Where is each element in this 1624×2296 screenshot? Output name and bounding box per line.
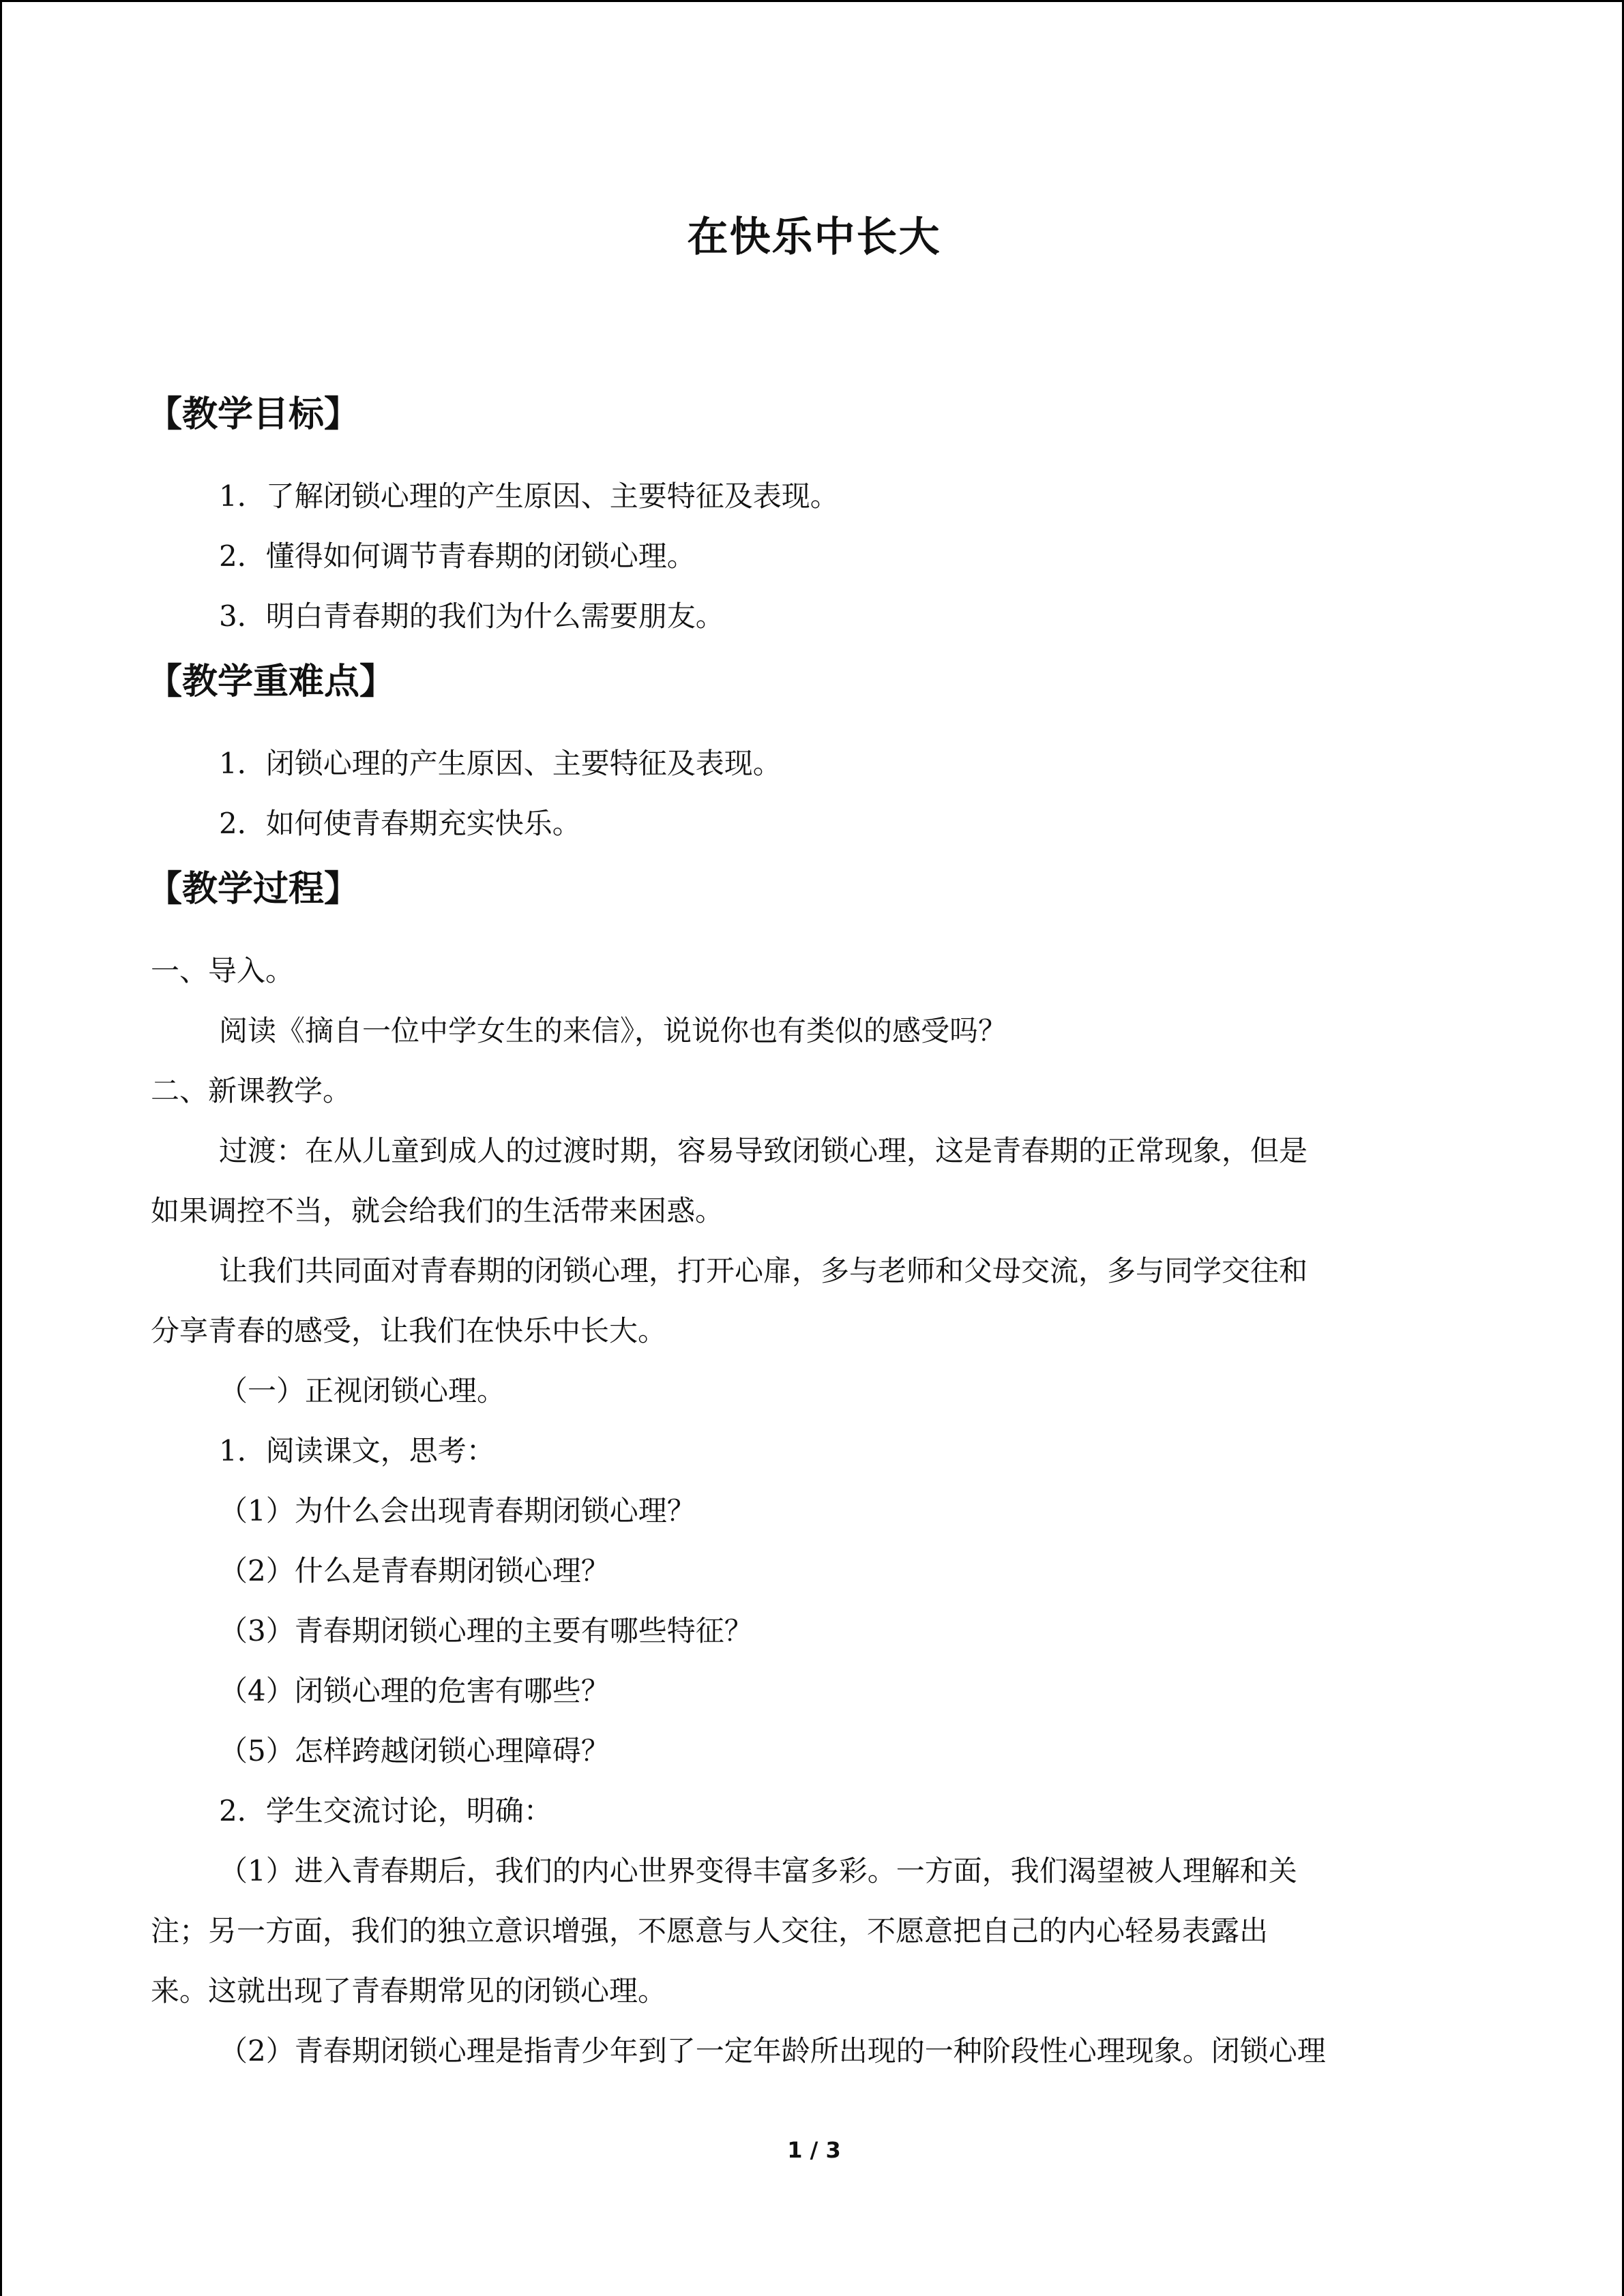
heading-teaching-process: 【教学过程】 [147,869,360,910]
question-4: （4）闭锁心理的危害有哪些？ [219,1674,610,1708]
new-lesson-label: 二、新课教学。 [151,1074,352,1107]
question-5: （5）怎样跨越闭锁心理障碍？ [219,1734,610,1768]
read-text-label: 1．阅读课文，思考： [219,1434,495,1467]
question-3: （3）青春期闭锁心理的主要有哪些特征？ [219,1614,753,1648]
transition-paragraph-2-line-1: 让我们共同面对青春期的闭锁心理，打开心扉，多与老师和父母交流，多与同学交往和 [219,1254,1308,1287]
question-2: （2）什么是青春期闭锁心理？ [219,1554,610,1587]
subsection-face-closed-mind: （一）正视闭锁心理。 [219,1374,506,1407]
goal-item-1: 1．了解闭锁心理的产生原因、主要特征及表现。 [219,479,839,513]
keypoint-item-1: 1．闭锁心理的产生原因、主要特征及表现。 [219,747,782,780]
keypoint-item-2: 2．如何使青春期充实快乐。 [219,807,581,840]
answer-1-line-2: 注；另一方面，我们的独立意识增强，不愿意与人交往，不愿意把自己的内心轻易表露出 [151,1914,1269,1948]
goal-item-3: 3．明白青春期的我们为什么需要朋友。 [219,599,724,633]
document-title: 在快乐中长大 [687,213,941,261]
answer-1-line-1: （1）进入青春期后，我们的内心世界变得丰富多彩。一方面，我们渴望被人理解和关 [219,1854,1297,1888]
transition-paragraph-1-line-2: 如果调控不当，就会给我们的生活带来困惑。 [151,1194,724,1227]
answer-2-line-1: （2）青春期闭锁心理是指青少年到了一定年龄所出现的一种阶段性心理现象。闭锁心理 [219,2034,1326,2068]
answer-1-line-3: 来。这就出现了青春期常见的闭锁心理。 [151,1974,667,2008]
page-number: 1 / 3 [787,2137,841,2163]
discuss-label: 2．学生交流讨论，明确： [219,1794,552,1828]
heading-key-points: 【教学重难点】 [147,661,396,702]
heading-teaching-goals: 【教学目标】 [147,394,360,435]
transition-paragraph-2-line-2: 分享青春的感受，让我们在快乐中长大。 [151,1314,667,1347]
question-1: （1）为什么会出现青春期闭锁心理？ [219,1494,696,1527]
transition-paragraph-1-line-1: 过渡：在从儿童到成人的过渡时期，容易导致闭锁心理，这是青春期的正常现象，但是 [219,1134,1308,1167]
intro-text: 阅读《摘自一位中学女生的来信》，说说你也有类似的感受吗？ [219,1014,1007,1047]
goal-item-2: 2．懂得如何调节青春期的闭锁心理。 [219,539,696,573]
intro-label: 一、导入。 [151,954,295,987]
